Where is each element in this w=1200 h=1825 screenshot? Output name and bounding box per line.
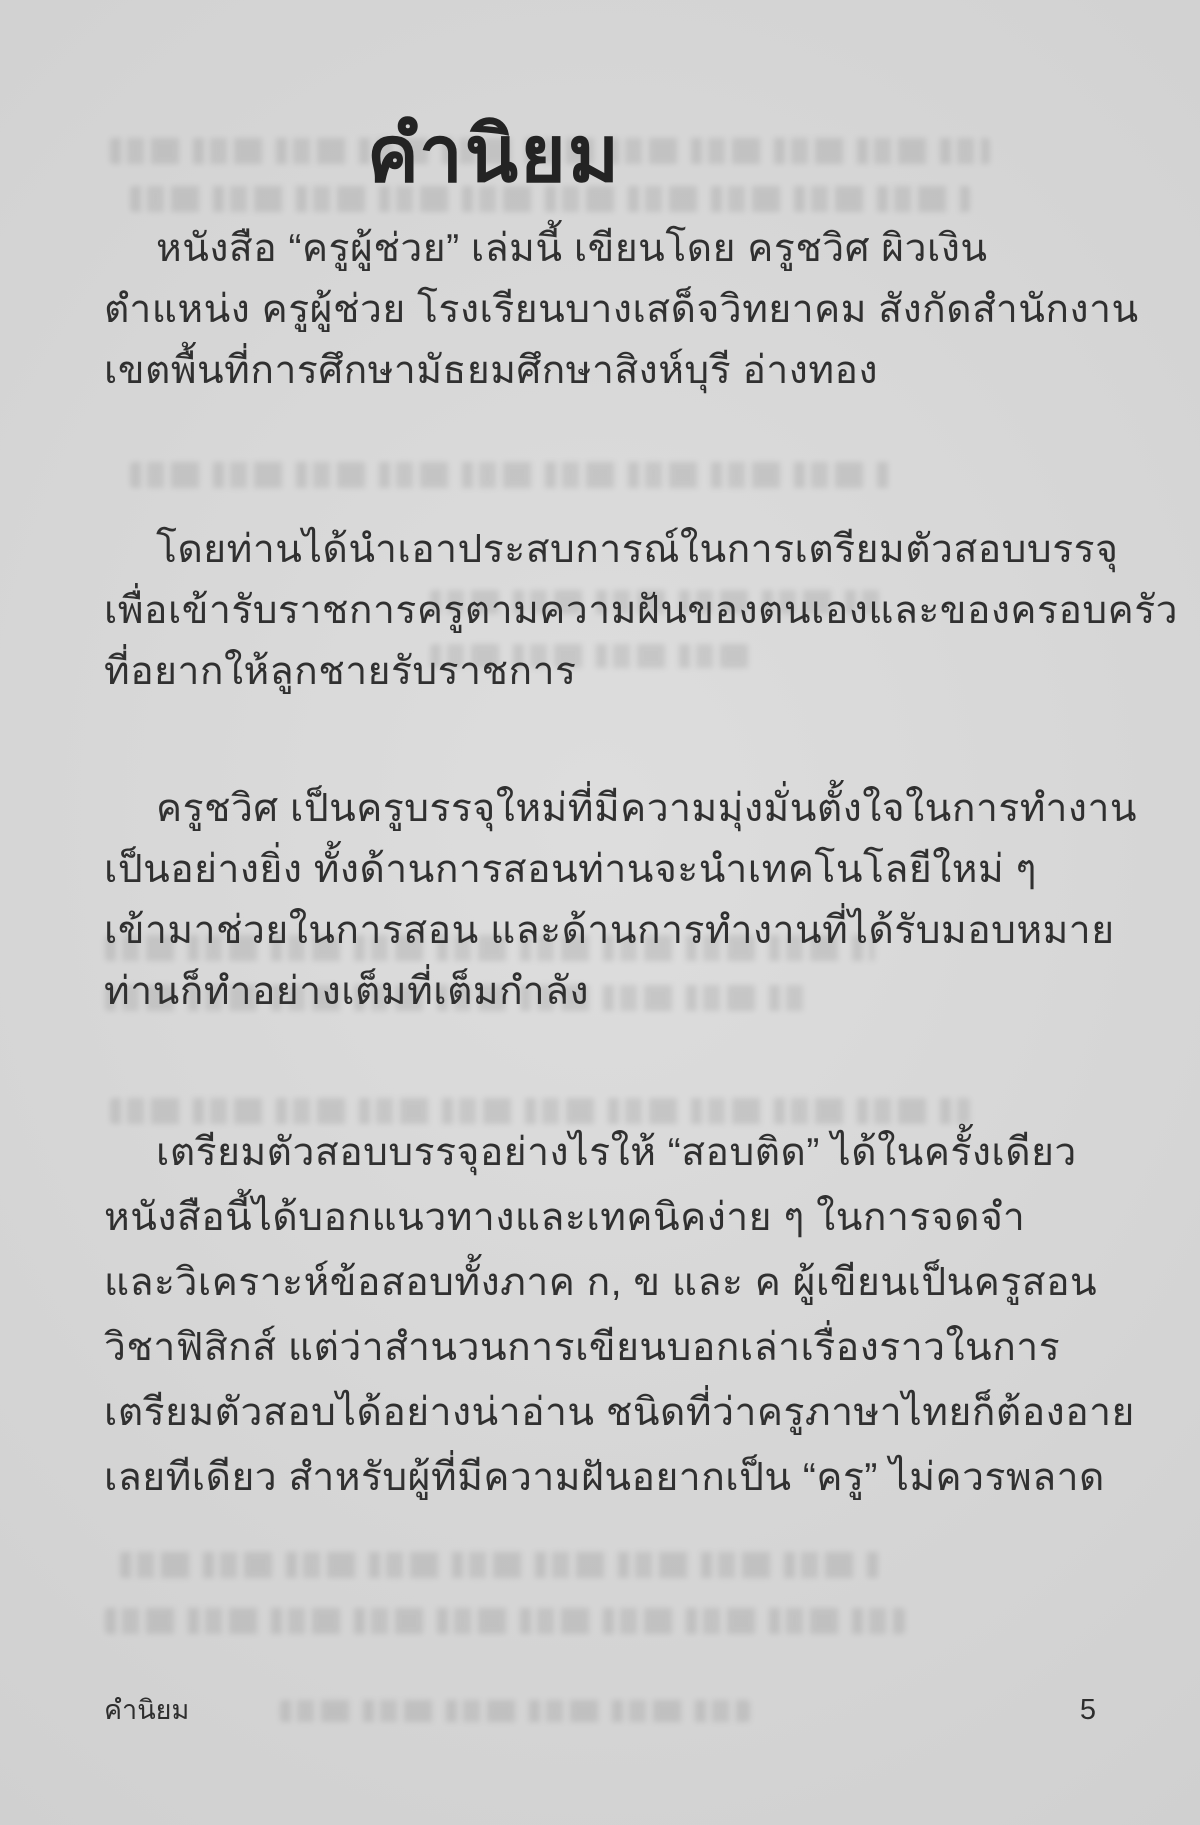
text-line: เพื่อเข้ารับราชการครูตามความฝันของตนเองและของครอบครัว (104, 589, 1179, 632)
text-line: เข้ามาช่วยในการสอน และด้านการทำงานที่ได้รับมอบหมาย (104, 909, 1115, 952)
page-title: คำนิยม (366, 110, 622, 198)
text-line: เตรียมตัวสอบได้อย่างน่าอ่าน ชนิดที่ว่าครูภาษาไทยก็ต้องอาย (104, 1391, 1135, 1434)
bleed-through-text (105, 1608, 905, 1634)
page-number: 5 (1079, 1694, 1096, 1726)
body-text (104, 218, 1179, 1510)
bleed-through-text (120, 1552, 880, 1578)
text-line: เป็นอย่างยิ่ง ทั้งด้านการสอนท่านจะนำเทคโนโลยีใหม่ ๆ (104, 848, 1037, 891)
text-line: เขตพื้นที่การศึกษามัธยมศึกษาสิงห์บุรี อ่างทอง (104, 349, 879, 392)
text-line: ที่อยากให้ลูกชายรับราชการ (104, 650, 577, 693)
text-line: ตำแหน่ง ครูผู้ช่วย โรงเรียนบางเสด็จวิทยาคม สังกัดสำนักงาน (104, 288, 1139, 331)
text-line: โดยท่านได้นำเอาประสบการณ์ในการเตรียมตัวสอบบรรจุ (156, 528, 1119, 571)
paragraph (104, 778, 1138, 1022)
text-line: หนังสือ “ครูผู้ช่วย” เล่มนี้ เขียนโดย ครูชวิศ ผิวเงิน (156, 227, 988, 270)
paragraph (104, 519, 1179, 702)
text-line: เตรียมตัวสอบบรรจุอย่างไรให้ “สอบติด” ได้ในครั้งเดียว (156, 1131, 1077, 1174)
paragraph (104, 218, 1139, 401)
text-line: และวิเคราะห์ข้อสอบทั้งภาค ก, ข และ ค ผู้เขียนเป็นครูสอน (104, 1261, 1098, 1304)
text-line: เลยทีเดียว สำหรับผู้ที่มีความฝันอยากเป็น “ครู” ไม่ควรพลาด (104, 1456, 1105, 1499)
text-line: ท่านก็ทำอย่างเต็มที่เต็มกำลัง (104, 970, 590, 1013)
footer-section-label: คำนิยม (104, 1695, 190, 1725)
text-line: ครูชวิศ เป็นครูบรรจุใหม่ที่มีความมุ่งมั่นตั้งใจในการทำงาน (156, 787, 1138, 830)
page-footer (104, 1688, 1096, 1731)
text-line: หนังสือนี้ได้บอกแนวทางและเทคนิคง่าย ๆ ในการจดจำ (104, 1196, 1026, 1239)
text-line: วิชาฟิสิกส์ แต่ว่าสำนวนการเขียนบอกเล่าเรื่องราวในการ (104, 1326, 1061, 1369)
paragraph (104, 1120, 1135, 1510)
